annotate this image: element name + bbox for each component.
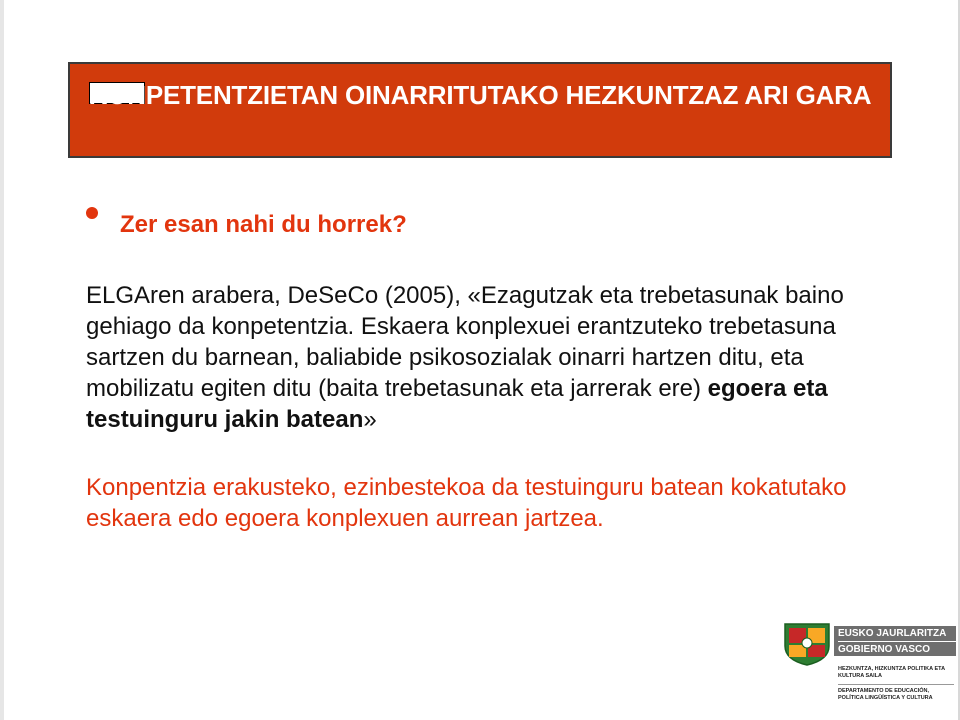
definition-quote xyxy=(86,280,876,435)
slide-title: KONPETENTZIETAN OINARRITUTAKO HEZKUNTZAZ ARI GARA xyxy=(88,80,872,110)
quote-closing: » xyxy=(363,406,377,433)
slide-left-edge xyxy=(0,0,4,720)
government-logo xyxy=(782,620,958,716)
department-name-es: DEPARTAMENTO DE EDUCACIÓN, POLÍTICA LINGÜÍSTICA Y CULTURA xyxy=(838,688,933,701)
government-name-eu: EUSKO JAURLARITZA xyxy=(838,628,947,639)
department-name-eu: HEZKUNTZA, HIZKUNTZA POLITIKA ETA KULTURA SAILA xyxy=(838,666,945,679)
question-heading: Zer esan nahi du horrek? xyxy=(120,211,407,238)
quote-text: ELGAren arabera, DeSeCo (2005), «Ezagutzak eta trebetasunak baino gehiago da konpetentzia. Eskaera konplexuei erantzuteko trebetasuna sartzen du barnean, baliabide psikosozialak oinarri hartzen ditu, eta mobilizatu egiten ditu (baita trebetasunak eta jarrerak ere) xyxy=(86,282,844,402)
title-banner xyxy=(68,62,892,158)
government-name-es: GOBIERNO VASCO xyxy=(838,644,931,655)
government-name-bar xyxy=(834,626,956,656)
conclusion-text: Konpentzia erakusteko, ezinbestekoa da testuinguru batean kokatutako eskaera edo egoera konplexuen aurrean jartzea. xyxy=(86,474,847,532)
quote-emphasis: egoera eta testuinguru jakin batean xyxy=(86,375,828,433)
coat-of-arms-icon xyxy=(782,620,832,666)
bullet-icon xyxy=(86,207,98,219)
department-divider xyxy=(838,684,954,685)
